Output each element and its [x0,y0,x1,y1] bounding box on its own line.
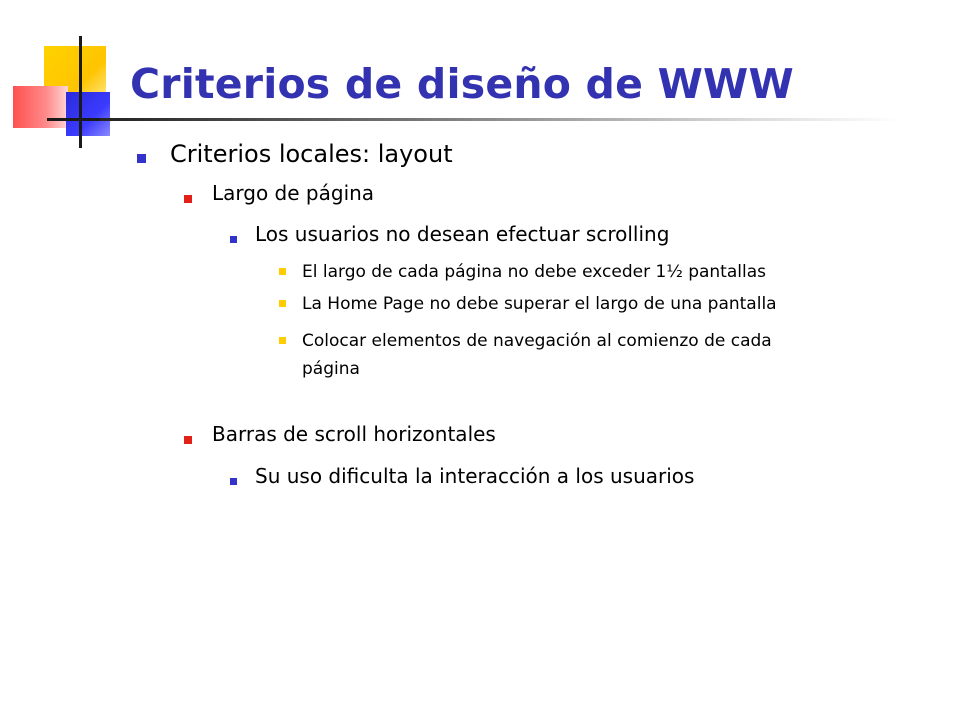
bullet-level4 [279,300,286,307]
bullet-level4 [279,268,286,275]
bullet-text-level2: Largo de página [212,181,375,205]
bullet-text-level1: Criterios locales: layout [170,140,453,168]
logo-blue-square [66,92,110,136]
title-underline [100,118,900,121]
bullet-text-level4: El largo de cada página no debe exceder 1½ pantallas [302,262,766,282]
bullet-level1 [137,154,146,163]
bullet-level2 [184,195,192,203]
slide-title: Criterios de diseño de WWW [130,60,794,108]
bullet-level3 [230,478,237,485]
logo-red-square [13,86,68,128]
slide-logo [0,0,140,150]
bullet-text-level4-line2: página [302,359,360,379]
bullet-text-level4-line1: Colocar elementos de navegación al comienzo de cada [302,331,772,351]
bullet-level2 [184,436,192,444]
bullet-text-level4: La Home Page no debe superar el largo de una pantalla [302,294,777,314]
bullet-level3 [230,236,237,243]
bullet-text-level3: Los usuarios no desean efectuar scrolling [255,222,670,246]
bullet-text-level3: Su uso dificulta la interacción a los usuarios [255,464,695,488]
bullet-text-level2: Barras de scroll horizontales [212,422,496,446]
logo-vertical-line [79,36,82,148]
bullet-level4 [279,337,286,344]
